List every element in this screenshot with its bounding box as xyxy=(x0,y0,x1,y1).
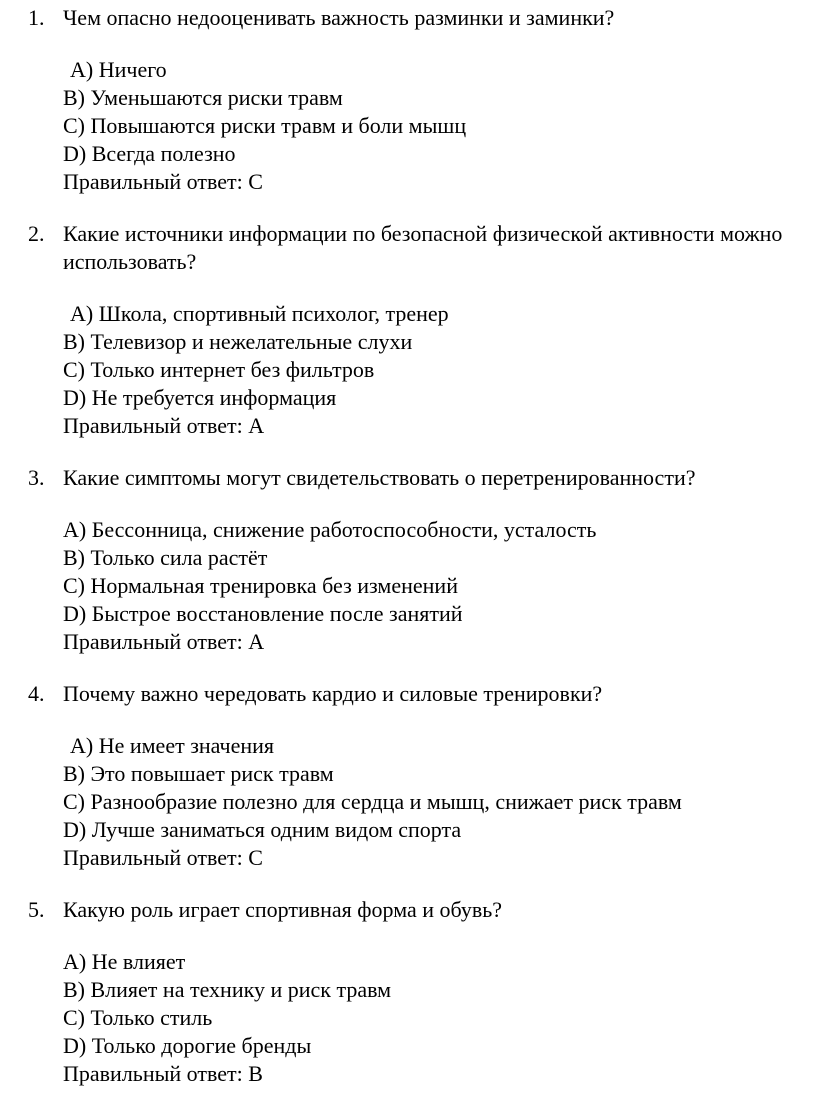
question-heading xyxy=(28,680,796,708)
answer-option: B) Только сила растёт xyxy=(63,545,268,570)
correct-answer: Правильный ответ: B xyxy=(63,1061,263,1086)
correct-answer: Правильный ответ: C xyxy=(63,845,263,870)
answer-option: A) Ничего xyxy=(70,57,167,82)
answer-option: B) Влияет на технику и риск травм xyxy=(63,977,392,1002)
question-text: Почему важно чередовать кардио и силовые тренировки? xyxy=(63,681,603,706)
correct-answer: Правильный ответ: C xyxy=(63,169,263,194)
answer-option: D) Только дорогие бренды xyxy=(63,1033,312,1058)
answer-option: D) Лучше заниматься одним видом спорта xyxy=(63,817,462,842)
correct-answer: Правильный ответ: A xyxy=(63,413,265,438)
answer-option: D) Не требуется информация xyxy=(63,385,337,410)
question-number: 3. xyxy=(28,465,45,490)
question-number: 4. xyxy=(28,681,45,706)
question-heading xyxy=(28,464,796,492)
question-text: Какие симптомы могут свидетельствовать о перетренированности? xyxy=(63,465,696,490)
answer-option: B) Телевизор и нежелательные слухи xyxy=(63,329,413,354)
question-number: 2. xyxy=(28,221,45,246)
correct-answer: Правильный ответ: A xyxy=(63,629,265,654)
question-block xyxy=(28,4,796,196)
question-heading xyxy=(28,896,796,924)
answer-option: B) Это повышает риск травм xyxy=(63,761,334,786)
answer-option: A) Не имеет значения xyxy=(70,733,275,758)
question-text: Какие источники информации по безопасной физической активности можно использовать? xyxy=(63,221,783,274)
answer-option: D) Всегда полезно xyxy=(63,141,236,166)
question-heading xyxy=(28,220,796,276)
question-text: Чем опасно недооценивать важность разминки и заминки? xyxy=(63,5,615,30)
question-block xyxy=(28,896,796,1088)
answer-option: A) Не влияет xyxy=(63,949,186,974)
question-text: Какую роль играет спортивная форма и обувь? xyxy=(63,897,503,922)
answer-option: B) Уменьшаются риски травм xyxy=(63,85,343,110)
question-number: 5. xyxy=(28,897,45,922)
answer-option: A) Школа, спортивный психолог, тренер xyxy=(70,301,449,326)
question-number: 1. xyxy=(28,5,45,30)
answer-option: C) Только интернет без фильтров xyxy=(63,357,375,382)
question-block xyxy=(28,220,796,440)
answer-option: A) Бессонница, снижение работоспособности, усталость xyxy=(63,517,597,542)
question-block xyxy=(28,464,796,656)
answer-option: C) Повышаются риски травм и боли мышц xyxy=(63,113,467,138)
answer-option: C) Разнообразие полезно для сердца и мышц, снижает риск травм xyxy=(63,789,682,814)
answer-option: D) Быстрое восстановление после занятий xyxy=(63,601,463,626)
answer-option: C) Только стиль xyxy=(63,1005,213,1030)
answer-option: C) Нормальная тренировка без изменений xyxy=(63,573,458,598)
question-heading xyxy=(28,4,796,32)
question-block xyxy=(28,680,796,872)
